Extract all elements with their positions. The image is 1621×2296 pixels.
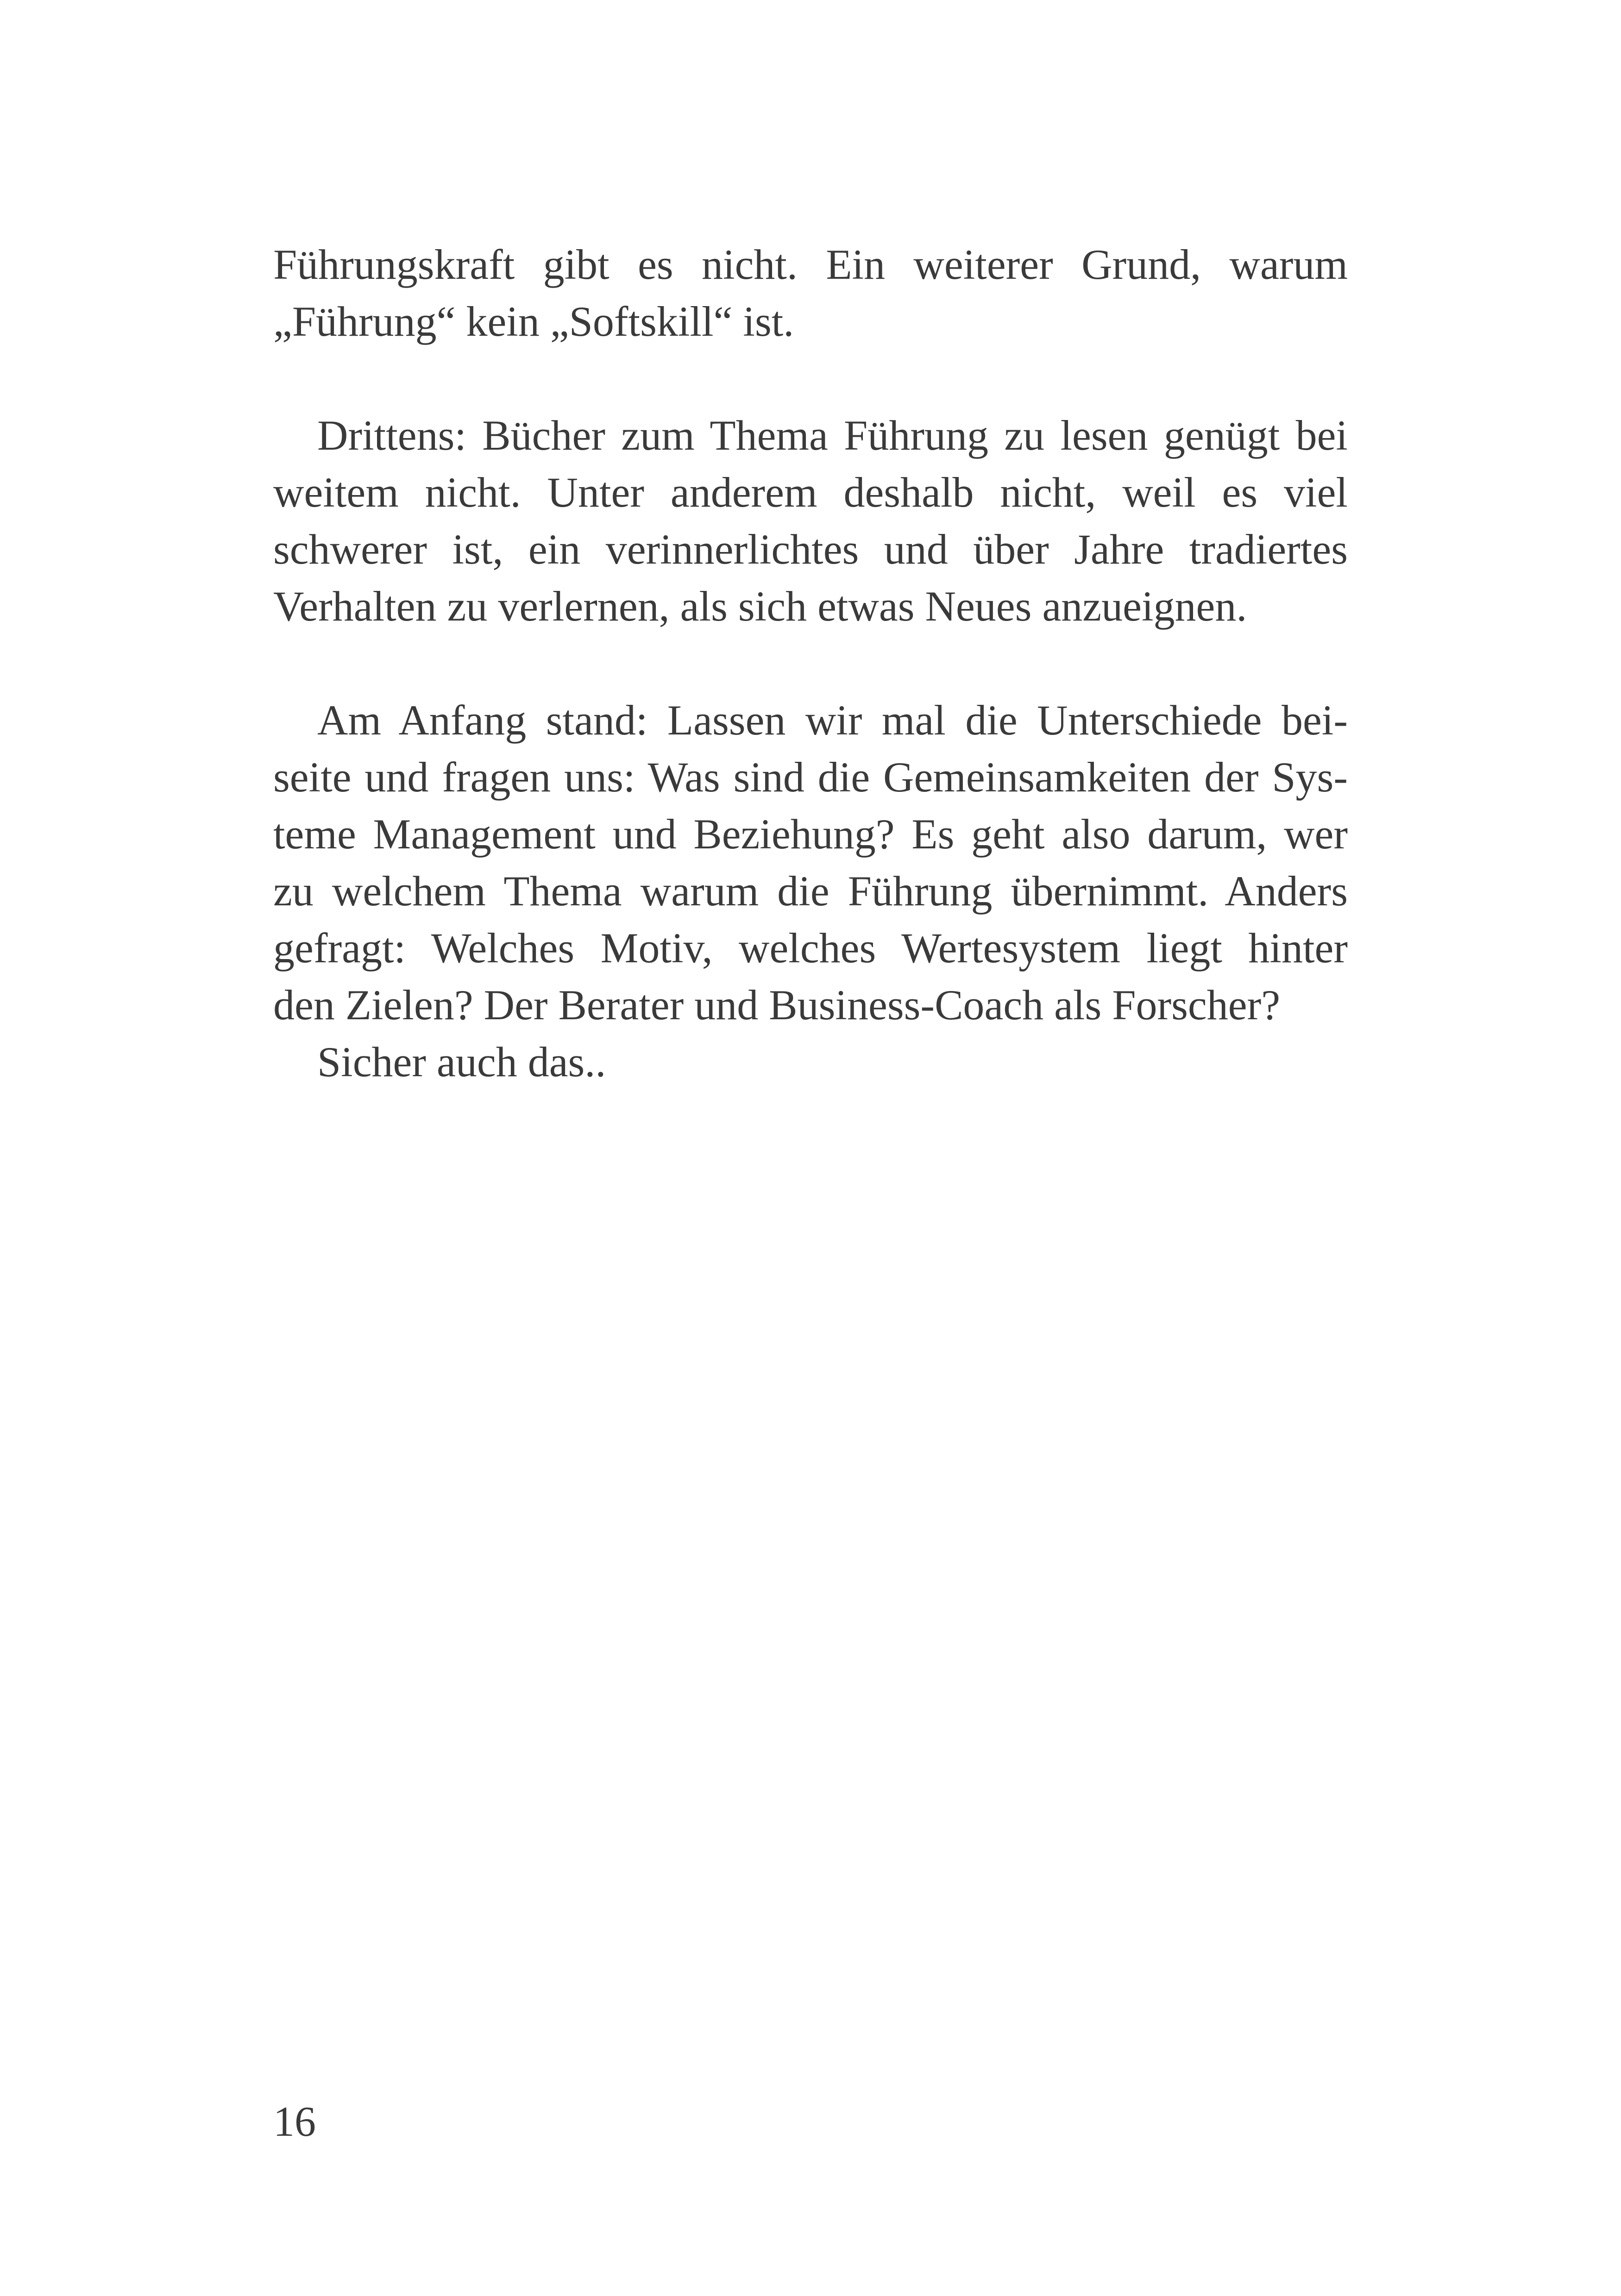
text-line: seite und fragen uns: Was sind die Gemeinsamkeiten der Sys- [273,753,1348,801]
text-line: zu welchem Thema warum die Führung übernimmt. Anders [273,867,1348,915]
text-line: Am Anfang stand: Lassen wir mal die Unterschiede bei- [317,696,1348,744]
text-line: teme Management und Beziehung? Es geht also darum, wer [273,810,1348,858]
paragraph-gap [273,350,1348,407]
paragraph-gap [273,635,1348,692]
text-line: „Führung“ kein „Softskill“ ist. [273,298,794,345]
text-line: weitem nicht. Unter anderem deshalb nicht, weil es viel [273,469,1348,516]
page-number: 16 [273,2098,316,2145]
paragraph-3 [273,692,1348,1091]
text-line: Drittens: Bücher zum Thema Führung zu lesen genügt bei [317,412,1348,459]
text-line: Verhalten zu verlernen, als sich etwas Neues anzueignen. [273,583,1247,630]
text-line: Sicher auch das.. [317,1038,606,1085]
text-line: den Zielen? Der Berater und Business-Coach als Forscher? [273,981,1281,1029]
text-line: schwerer ist, ein verinnerlichtes und über Jahre tradiertes [273,526,1348,573]
text-line: gefragt: Welches Motiv, welches Wertesystem liegt hinter [273,924,1348,972]
paragraph-2 [273,407,1348,635]
text-line: Führungskraft gibt es nicht. Ein weiterer Grund, warum [273,241,1348,288]
body-text [273,236,1348,1091]
paragraph-1 [273,236,1348,350]
